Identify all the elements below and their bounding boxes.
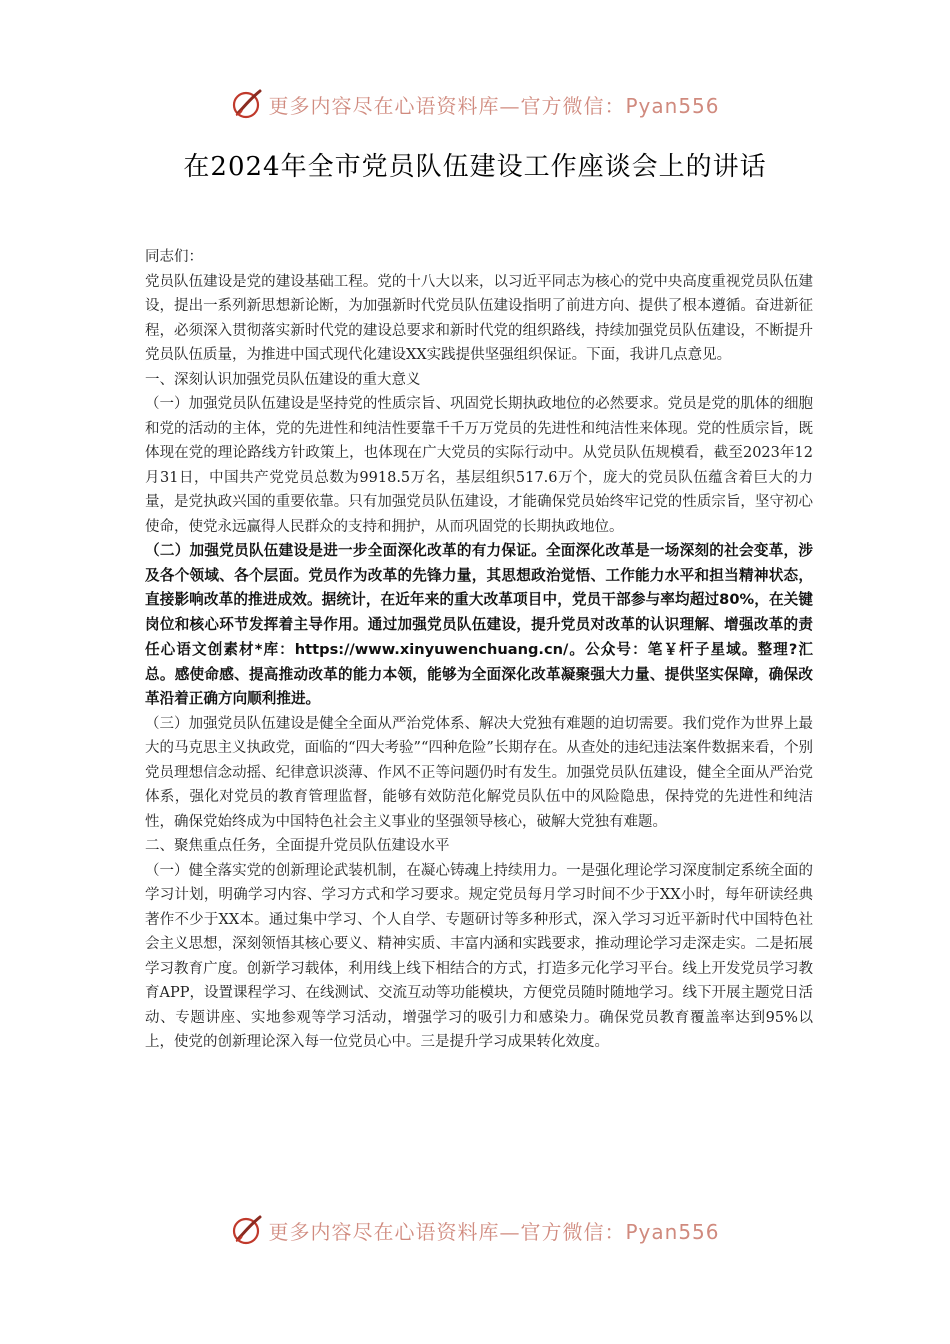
watermark-text: 更多内容尽在心语资料库—官方微信：Pyan556 — [268, 1219, 720, 1244]
watermark-banner-bottom — [0, 1210, 950, 1250]
paragraph-intro: 党员队伍建设是党的建设基础工程。党的十八大以来，以习近平同志为核心的党中央高度重视党员队伍建设，提出一系列新思想新论断，为加强新时代党员队伍建设指明了前进方向、提供了根本遵循。奋进新征程，必须深入贯彻落实新时代党的建设总要求和新时代党的组织路线，持续加强党员队伍建设，不断提升党员队伍质量，为推进中国式现代化建设XX实践提供坚强组织保证。下面，我讲几点意见。 — [145, 273, 813, 363]
watermark-banner-top — [0, 84, 950, 124]
brush-logo-icon — [230, 1213, 264, 1247]
section-heading-1: 一、深刻认识加强党员队伍建设的重大意义 — [145, 371, 421, 388]
paragraph-1-1: （一）加强党员队伍建设是坚持党的性质宗旨、巩固党长期执政地位的必然要求。党员是党的肌体的细胞和党的活动的主体，党的先进性和纯洁性要靠千千万万党员的先进性和纯洁性来体现。党的性质宗旨，既体现在党的理论路线方针政策上，也体现在广大党员的实际行动中。从党员队伍规模看，截至2023年12月31日，中国共产党党员总数为9918.5万名，基层组织517.6万个，庞大的党员队伍蕴含着巨大的力量，是党执政兴国的重要依靠。只有加强党员队伍建设，才能确保党员始终牢记党的性质宗旨，坚守初心使命，使党永远赢得人民群众的支持和拥护，从而巩固党的长期执政地位。 — [145, 396, 813, 535]
section-heading-2: 二、聚焦重点任务，全面提升党员队伍建设水平 — [145, 838, 450, 855]
paragraph-1-3: （三）加强党员队伍建设是健全全面从严治党体系、解决大党独有难题的迫切需要。我们党作为世界上最大的马克思主义执政党，面临的“四大考验”“四种危险”长期存在。从查处的违纪违法案件数据来看，个别党员理想信念动摇、纪律意识淡薄、作风不正等问题仍时有发生。加强党员队伍建设，健全全面从严治党体系，强化对党员的教育管理监督，能够有效防范化解党员队伍中的风险隐患，保持党的先进性和纯洁性，确保党始终成为中国特色社会主义事业的坚强领导核心，破解大党独有难题。 — [145, 715, 813, 830]
document-body — [145, 245, 813, 1055]
brush-logo-icon — [230, 87, 264, 121]
salutation: 同志们： — [145, 249, 203, 265]
paragraph-2-1: （一）健全落实党的创新理论武装机制，在凝心铸魂上持续用力。一是强化理论学习深度制定系统全面的学习计划，明确学习内容、学习方式和学习要求。规定党员每月学习时间不少于XX小时，每年研读经典著作不少于XX本。通过集中学习、个人自学、专题研讨等多种形式，深入学习习近平新时代中国特色社会主义思想，深刻领悟其核心要义、精神实质、丰富内涵和实践要求，推动理论学习走深走实。二是拓展学习教育广度。创新学习载体，利用线上线下相结合的方式，打造多元化学习平台。线上开发党员学习教育APP，设置课程学习、在线测试、交流互动等功能模块，方便党员随时随地学习。线下开展主题党日活动、专题讲座、实地参观等学习活动，增强学习的吸引力和感染力。确保党员教育覆盖率达到95%以上，使党的创新理论深入每一位党员心中。三是提升学习成果转化效度。 — [145, 862, 813, 1051]
paragraph-1-2: （二）加强党员队伍建设是进一步全面深化改革的有力保证。全面深化改革是一场深刻的社会变革，涉及各个领域、各个层面。党员作为改革的先锋力量，其思想政治觉悟、工作能力水平和担当精神状态，直接影响改革的推进成效。据统计，在近年来的重大改革项目中，党员干部参与率均超过80%，在关键岗位和核心环节发挥着主导作用。通过加强党员队伍建设，提升党员对改革的认识理解、增强改革的责任心语文创素材*库：https://www.xinyuwenchuang.cn/。公众号：笔￥杆子星域。整理?汇总。感使命感、提高推动改革的能力本领，能够为全面深化改革凝聚强大力量、提供坚实保障，确保改革沿着正确方向顺利推进。 — [145, 542, 813, 708]
watermark-text: 更多内容尽在心语资料库—官方微信：Pyan556 — [268, 93, 720, 118]
document-title: 在2024年全市党员队伍建设工作座谈会上的讲话 — [183, 152, 767, 182]
